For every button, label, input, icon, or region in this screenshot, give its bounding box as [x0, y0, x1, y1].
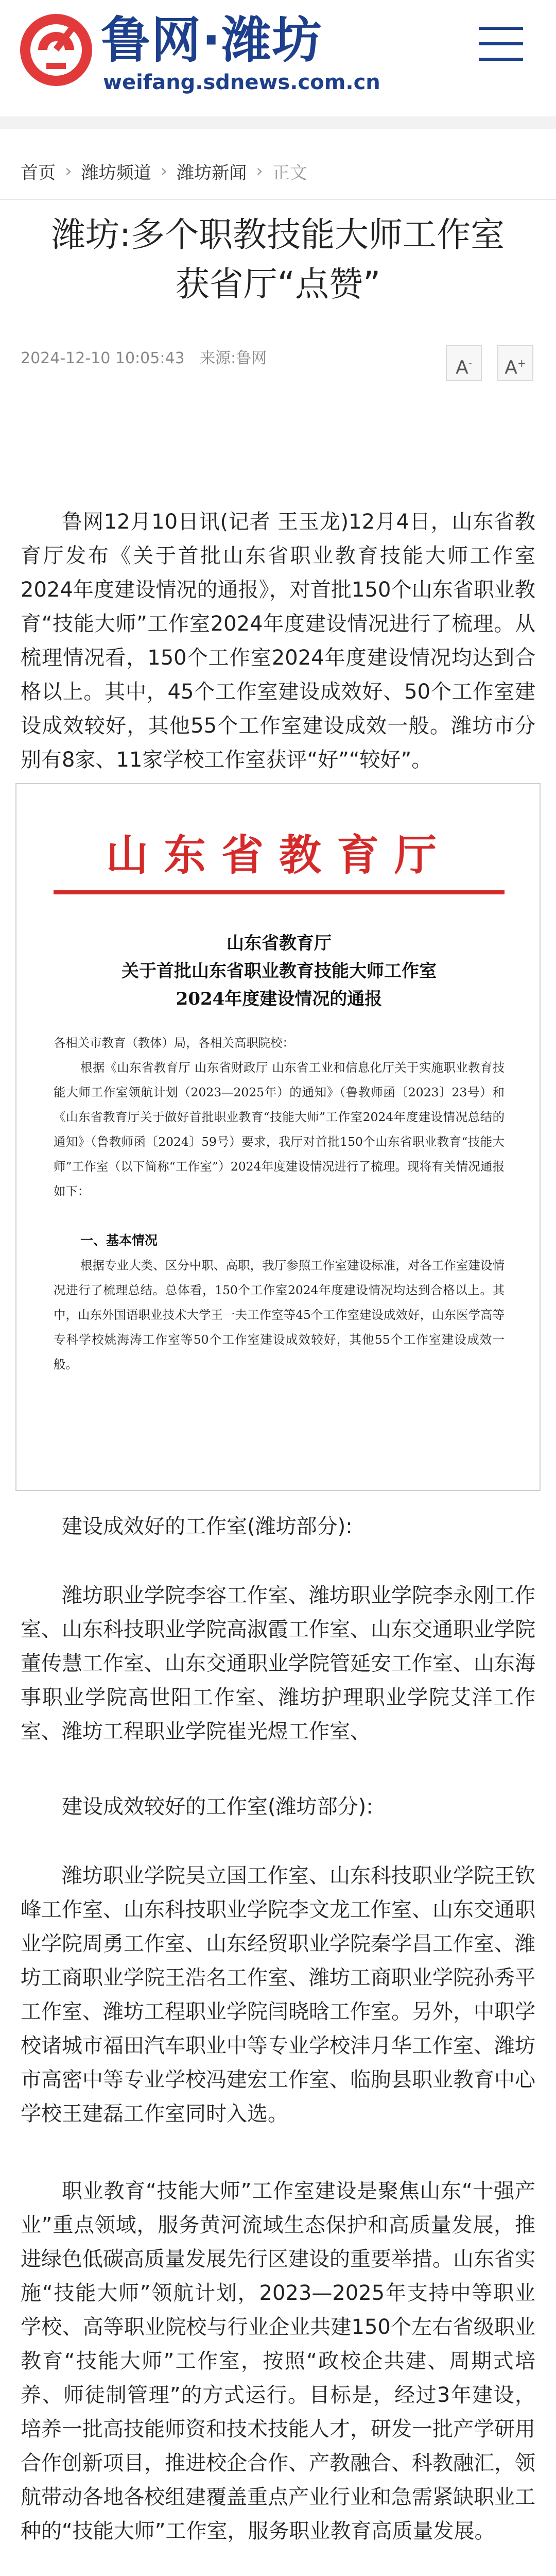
breadcrumb-current: 正文 — [272, 162, 307, 183]
document-body: 根据《山东省教育厅 山东省财政厅 山东省工业和信息化厅关于实施职业教育技能大师工作室领航计划（2023—2025年）的通知》（鲁教师函〔2023〕23号）和《山东省教育厅关于做好首批职业教育“技能大师”工作室2024年度建设情况总结的通知》（鲁教师函〔2024〕59号）要求，我厅对首批150个山东省职业教育“技能大师”工作室（以下简称“工作室”）2024年度建设情况进行了梳理。现将有关情况通报如下： — [54, 1060, 505, 1198]
document-title-line3: 2024年度建设情况的通报 — [176, 989, 383, 1009]
minus-icon: - — [468, 357, 472, 369]
article-card — [0, 129, 556, 2576]
hamburger-icon — [479, 27, 523, 30]
article-source: 来源:鲁网 — [200, 349, 267, 367]
notice-document-image — [15, 783, 541, 1491]
divider — [0, 199, 556, 200]
site-header — [0, 0, 556, 116]
site-domain: weifang.sdnews.com.cn — [103, 71, 380, 94]
plus-icon: + — [517, 357, 526, 369]
font-decrease-button[interactable]: A- — [446, 345, 482, 381]
document-red-line — [54, 890, 505, 894]
document-body: 根据专业大类、区分中职、高职，我厅参照工作室建设标准，对各工作室建设情况进行了梳理总结。总体看，150个工作室2024年度建设情况均达到合格以上。其中，山东外国语职业技术大学王一夫工作室等45个工作室建设成效好，山东医学高等专科学校姚海涛工作室等50个工作室建设成效较好，其他55个工作室建设成效一般。 — [54, 1258, 505, 1371]
document-salutation: 各相关市教育（教体）局，各相关高职院校： — [54, 1036, 294, 1050]
document-title-line1: 山东省教育厅 — [227, 933, 332, 954]
article-paragraph: 鲁网12月10日讯(记者 王玉龙)12月4日，山东省教育厅发布《关于首批山东省职业教育技能大师工作室2024年度建设情况的通报》，对首批150个山东省职业教育“技能大师”工作室2024年度建设情况进行了梳理。从梳理情况看，150个工作室2024年度建设情况均达到合格以上。其中，45个工作室建设成效好、50个工作室建设成效较好，其他55个工作室建设成效一般。潍坊市分别有8家、11家学校工作室获评“好”“较好”。 — [21, 510, 535, 772]
article-subheading: 建设成效较好的工作室(潍坊部分): — [62, 1795, 373, 1819]
article-subheading: 建设成效好的工作室(潍坊部分): — [62, 1515, 353, 1538]
chevron-right-icon: › — [256, 161, 263, 181]
menu-button[interactable] — [479, 27, 523, 61]
breadcrumb — [21, 161, 307, 181]
publish-date: 2024-12-10 10:05:43 — [21, 349, 185, 367]
document-section-heading: 一、基本情况 — [80, 1233, 158, 1248]
chevron-right-icon: › — [160, 161, 168, 181]
chevron-right-icon: › — [65, 161, 72, 181]
sdnews-logo-icon[interactable] — [18, 11, 95, 89]
breadcrumb-section[interactable]: 潍坊新闻 — [177, 162, 247, 183]
site-logo-text[interactable]: 鲁网·潍坊 — [101, 11, 323, 69]
article-paragraph: 潍坊职业学院李容工作室、潍坊职业学院李永刚工作室、山东科技职业学院高淑霞工作室、山东交通职业学院董传慧工作室、山东交通职业学院管延安工作室、山东海事职业学院高世阳工作室、潍坊护理职业学院艾洋工作室、潍坊工程职业学院崔光煜工作室、 — [21, 1584, 535, 1743]
breadcrumb-channel[interactable]: 潍坊频道 — [81, 162, 151, 183]
font-increase-button[interactable]: A+ — [497, 345, 533, 381]
article-meta — [21, 345, 267, 368]
article-paragraph: 潍坊职业学院吴立国工作室、山东科技职业学院王钦峰工作室、山东科技职业学院李文龙工作室、山东交通职业学院周勇工作室、山东经贸职业学院秦学昌工作室、潍坊工商职业学院王浩名工作室、潍坊工商职业学院孙秀平工作室、潍坊工程职业学院闫晓晗工作室。另外，中职学校诸城市福田汽车职业中等专业学校沣月华工作室、潍坊市高密中等专业学校冯建宏工作室、临朐县职业教育中心学校王建磊工作室同时入选。 — [21, 1864, 535, 2126]
document-header: 山东省教育厅 — [106, 831, 452, 880]
document-title-line2: 关于首批山东省职业教育技能大师工作室 — [121, 961, 437, 981]
breadcrumb-home[interactable]: 首页 — [21, 162, 56, 183]
article-title: 潍坊:多个职教技能大师工作室获省厅“点赞” — [51, 215, 505, 304]
article-paragraph: 职业教育“技能大师”工作室建设是聚焦山东“十强产业”重点领域，服务黄河流域生态保护和高质量发展，推进绿色低碳高质量发展先行区建设的重要举措。山东省实施“技能大师”领航计划，2023—2025年支持中等职业学校、高等职业院校与行业企业共建150个左右省级职业教育“技能大师”工作室，按照“政校企共建、周期式培养、师徒制管理”的方式运行。目标是，经过3年建设，培养一批高技能师资和技术技能人才，研发一批产学研用合作创新项目，推进校企合作、产教融合、科教融汇，领航带动各地各校组建覆盖重点产业行业和急需紧缺职业工种的“技能大师”工作室，服务职业教育高质量发展。 — [21, 2179, 535, 2543]
